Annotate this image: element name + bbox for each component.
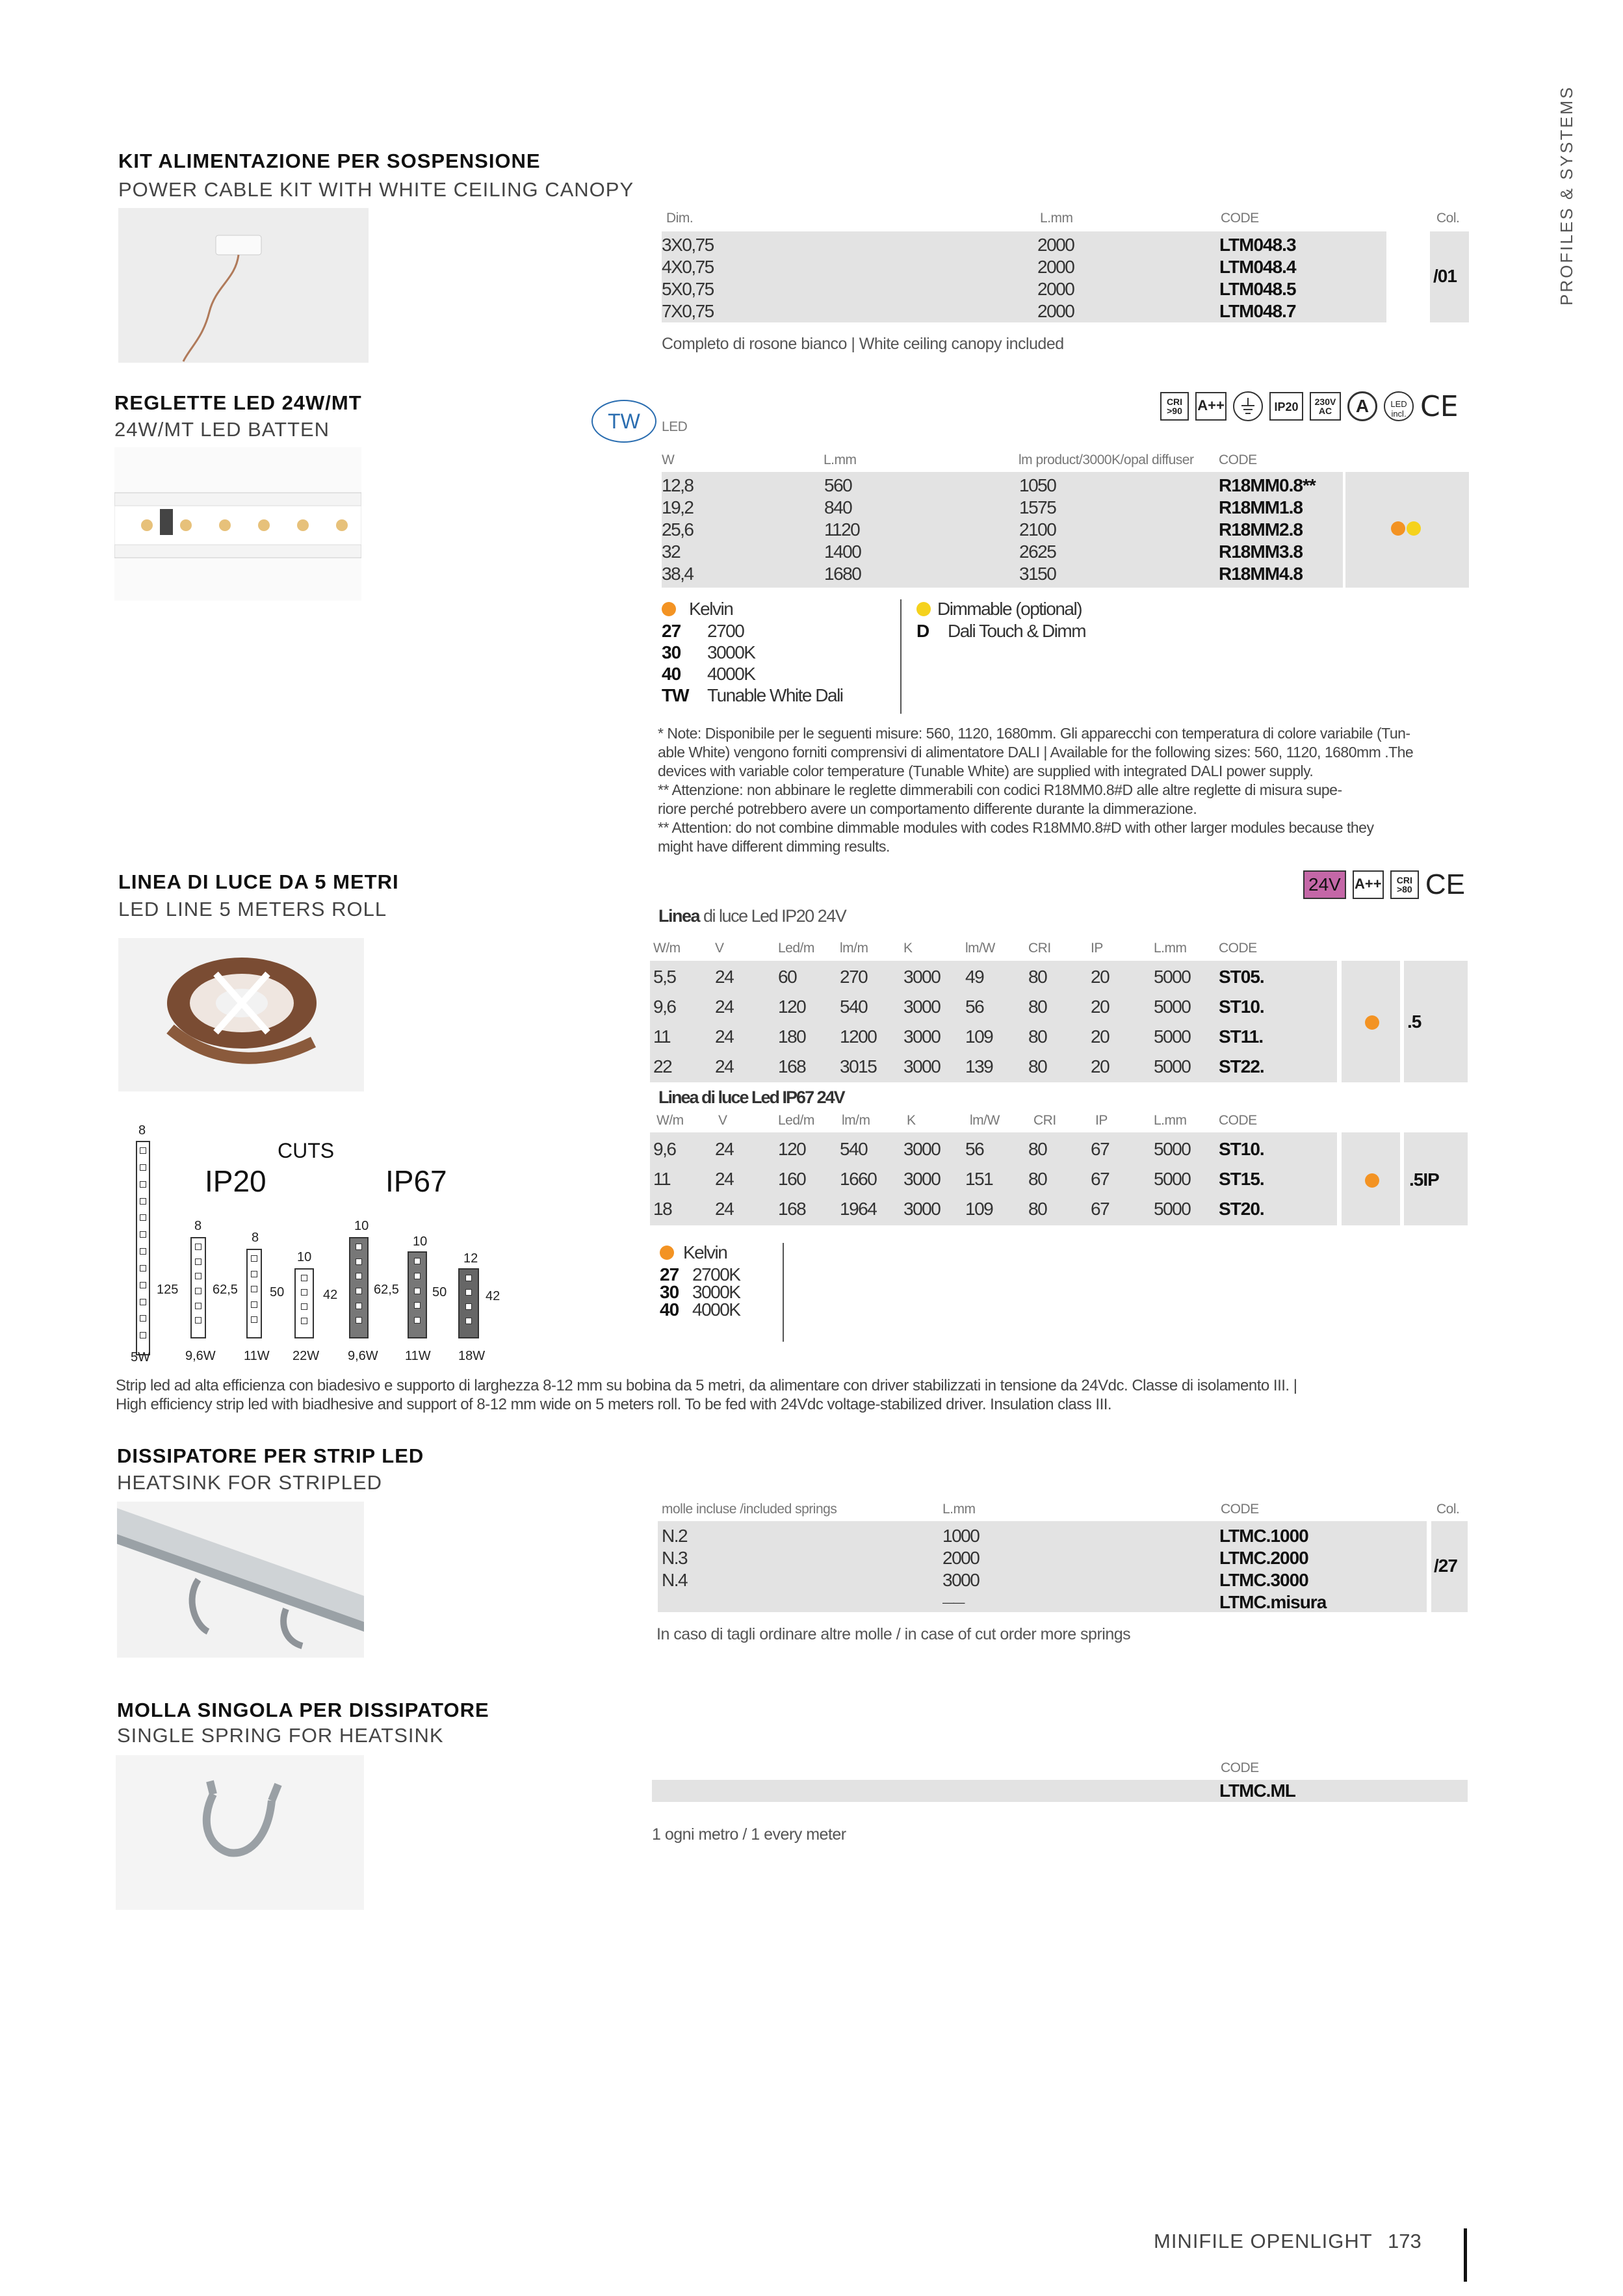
- cut-marker: [414, 1288, 421, 1294]
- cut-strip: [349, 1237, 369, 1338]
- cuts-diagram: CUTS IP20 IP67 8 125 5W 8 62,5 9,6W 8 50 11W 10 42 22W 10 62,5 9,6W 10 50 11W 12 42 18W: [131, 1123, 500, 1364]
- ip67-title: Linea di luce Led IP67 24V: [658, 1088, 844, 1107]
- line-icons: [1303, 868, 1465, 901]
- batten-title-it: REGLETTE LED 24W/MT: [114, 391, 362, 414]
- footer-page: 173: [1388, 2230, 1422, 2252]
- table-row: 5,5 24 60 270 3000 49 80 20 5000 ST05.: [653, 967, 1264, 987]
- cable-kit-image: [118, 208, 369, 363]
- cut-strip: [294, 1268, 314, 1338]
- kit-photo: [118, 208, 369, 363]
- led-batten-image: [114, 447, 361, 601]
- ip67-headers: W/m V Led/m lm/m K lm/W CRI IP L.mm CODE: [656, 1113, 1257, 1128]
- energy-a-icon: A++: [1195, 392, 1227, 421]
- cri80-icon: CRI >80: [1390, 870, 1419, 899]
- cut-strip: [136, 1141, 150, 1355]
- cut-marker: [251, 1271, 257, 1277]
- table-row: 9,6 24 120 540 3000 56 80 20 5000 ST10.: [653, 997, 1264, 1017]
- cut-marker: [195, 1317, 201, 1324]
- cut-marker: [414, 1273, 421, 1279]
- cut-marker: [140, 1332, 146, 1338]
- a-mark-icon: A: [1347, 391, 1377, 421]
- heatsink-hdr-col: Col.: [1436, 1502, 1460, 1517]
- batten-title-en: 24W/MT LED BATTEN: [114, 418, 330, 441]
- cut-strip: [408, 1251, 427, 1338]
- cut-marker: [195, 1273, 201, 1279]
- ce-icon: CE: [1420, 389, 1459, 423]
- kelvin-dot-icon: [662, 602, 676, 616]
- batten-photo: [114, 447, 361, 601]
- cut-marker: [140, 1315, 146, 1322]
- batten-notes: * Note: Disponibile per le seguenti misure: 560, 1120, 1680mm. Gli apparecchi con temperatura di colore variabile (Tun- able White) vengono forniti comprensivi di alimentatore DALI | Available for the following sizes: 560, 1120, 1680mm .The devices with variable color temperature (Tunable White) are supplied with integrated DALI power supply. ** Attenzione: non abbinare le reglette dimmerabili con codici R18MM0.8#D alle altre reglette di misura supe- riore perché potrebbero avere un comportamento differente durante la dimmerazione. ** Attention: do not combine dimmable modules with codes R18MM0.8#D with other larger modules because they might have different dimming results.: [658, 725, 1414, 855]
- ip20-icon: IP20: [1269, 392, 1303, 421]
- kit-hdr-col: Col.: [1436, 211, 1460, 226]
- cut-marker: [140, 1214, 146, 1221]
- cut-marker: [301, 1303, 307, 1310]
- cut-marker: [195, 1259, 201, 1265]
- line-title-it: LINEA DI LUCE DA 5 METRI: [118, 870, 399, 893]
- cut-marker: [356, 1273, 362, 1279]
- cut-marker: [356, 1303, 362, 1309]
- footer-title: MINIFILE OPENLIGHT: [1154, 2230, 1373, 2252]
- kelvin-dot-icon: [1391, 521, 1405, 536]
- cut-marker: [140, 1299, 146, 1305]
- table-row: 11 24 160 1660 3000 151 80 67 5000 ST15.: [653, 1169, 1264, 1189]
- cut-marker: [465, 1318, 472, 1324]
- cut-marker: [414, 1258, 421, 1264]
- cut-marker: [251, 1301, 257, 1308]
- energy-a-icon: A++: [1353, 870, 1384, 899]
- batten-hdr-code: CODE: [1219, 452, 1257, 467]
- led-roll-image: [118, 938, 364, 1091]
- heatsink-hdr-code: CODE: [1221, 1502, 1259, 1517]
- cut-marker: [195, 1303, 201, 1309]
- spring-title-it: MOLLA SINGOLA PER DISSIPATORE: [117, 1699, 489, 1721]
- ip20-rows: [653, 966, 1336, 1086]
- cut-marker: [140, 1248, 146, 1255]
- spring-title-en: SINGLE SPRING FOR HEATSINK: [117, 1724, 444, 1747]
- cuts-ip20: IP20: [205, 1164, 266, 1198]
- table-row: 22 24 168 3015 3000 139 80 20 5000 ST22.: [653, 1056, 1264, 1076]
- cut-marker: [414, 1317, 421, 1324]
- line-photo: [118, 938, 364, 1091]
- cut-marker: [195, 1244, 201, 1250]
- kelvin-dot-icon: [660, 1246, 674, 1260]
- spring-hdr-code: CODE: [1221, 1760, 1259, 1775]
- batten-dimm-legend: Dimmable (optional) D Dali Touch & Dimm: [916, 599, 1086, 641]
- batten-kelvin-legend: Kelvin 27 2700 30 3000K 40 4000K TW Tunable White Dali: [662, 599, 843, 705]
- voltage-24v-icon: 24V: [1303, 870, 1346, 899]
- batten-led-label: LED: [662, 419, 688, 434]
- line-description: Strip led ad alta efficienza con biadesivo e supporto di larghezza 8-12 mm su bobina da 5 metri, da alimentare con driver stabilizzati in tensione da 24Vdc. Classe di isolamento III. | High efficiency strip led with biadhesive and support of 8-12 mm wide on 5 meters roll. To be fed with 24Vdc voltage-stabilized driver. Insulation class III.: [116, 1377, 1297, 1413]
- kit-hdr-dim: Dim.: [666, 211, 694, 226]
- cut-marker: [140, 1265, 146, 1272]
- cut-marker: [140, 1198, 146, 1205]
- cri90-icon: CRI >90: [1160, 392, 1189, 421]
- kit-col-value: /01: [1433, 266, 1457, 286]
- heatsink-note: In caso di tagli ordinare altre molle / in case of cut order more springs: [656, 1625, 1131, 1643]
- heatsink-title-it: DISSIPATORE PER STRIP LED: [117, 1444, 424, 1467]
- cuts-title: CUTS: [278, 1139, 335, 1162]
- cut-marker: [251, 1286, 257, 1292]
- spring-note: 1 ogni metro / 1 every meter: [652, 1825, 846, 1844]
- heatsink-photo: [117, 1502, 364, 1658]
- cut-marker: [195, 1288, 201, 1294]
- line-title-en: LED LINE 5 METERS ROLL: [118, 898, 387, 920]
- cut-strip: [190, 1237, 206, 1338]
- cut-marker: [140, 1181, 146, 1188]
- cut-marker: [356, 1244, 362, 1250]
- ip20-title: Linea di luce Led IP20 24V: [658, 906, 846, 926]
- kelvin-dot-icon: [1365, 1015, 1379, 1030]
- legend-divider: [783, 1243, 784, 1342]
- spring-photo: [116, 1755, 364, 1910]
- kit-hdr-lmm: L.mm: [1040, 211, 1073, 226]
- batten-hdr-w: W: [662, 452, 675, 467]
- cut-marker: [414, 1302, 421, 1309]
- cut-marker: [140, 1164, 146, 1171]
- kit-title-en: POWER CABLE KIT WITH WHITE CEILING CANOPY: [118, 178, 634, 201]
- kit-title-it: KIT ALIMENTAZIONE PER SOSPENSIONE: [118, 150, 541, 172]
- spring-band: [652, 1780, 1468, 1802]
- cut-marker: [301, 1318, 307, 1324]
- spring-image: [116, 1755, 364, 1910]
- ip67-rows: [653, 1138, 1336, 1228]
- heatsink-hdr-springs: molle incluse /included springs: [662, 1502, 837, 1517]
- dimmable-dot-icon: [916, 602, 931, 616]
- heatsink-col-value: /27: [1434, 1556, 1457, 1576]
- ip67-suffix: .5IP: [1409, 1169, 1439, 1190]
- cut-marker: [251, 1255, 257, 1262]
- earth-icon: [1233, 391, 1263, 421]
- batten-icons: [1160, 390, 1459, 423]
- cut-marker: [140, 1282, 146, 1288]
- tw-badge: TW: [591, 400, 656, 443]
- ip20-headers: W/m V Led/m lm/m K lm/W CRI IP L.mm CODE: [653, 941, 1257, 956]
- cut-marker: [251, 1316, 257, 1323]
- line-kelvin-legend: Kelvin 27 2700K 30 3000K 40 4000K: [660, 1242, 740, 1320]
- spring-code: LTMC.ML: [1219, 1781, 1295, 1801]
- voltage-icon: 230V AC: [1310, 392, 1341, 421]
- cut-marker: [356, 1317, 362, 1324]
- table-row: 18 24 168 1964 3000 109 80 67 5000 ST20.: [653, 1199, 1264, 1219]
- batten-dots: [1391, 521, 1421, 536]
- batten-hdr-lm: lm product/3000K/opal diffuser: [1019, 452, 1194, 467]
- cut-marker: [465, 1303, 472, 1310]
- cut-strip: [458, 1268, 479, 1338]
- heatsink-hdr-lmm: L.mm: [942, 1502, 976, 1517]
- cut-marker: [301, 1275, 307, 1281]
- ip20-suffix: .5: [1407, 1011, 1422, 1032]
- footer-bar: [1464, 2228, 1467, 2282]
- side-label: PROFILES & SYSTEMS: [1557, 85, 1576, 306]
- cut-marker: [356, 1288, 362, 1294]
- cut-strip: [246, 1249, 262, 1338]
- cuts-ip67: IP67: [385, 1164, 447, 1198]
- led-included-icon: LED incl.: [1384, 391, 1414, 421]
- cut-marker: [465, 1289, 472, 1296]
- kit-hdr-code: CODE: [1221, 211, 1259, 226]
- cut-marker: [465, 1275, 472, 1281]
- legend-divider: [900, 599, 902, 714]
- cut-marker: [301, 1289, 307, 1296]
- heatsink-title-en: HEATSINK FOR STRIPLED: [117, 1471, 382, 1494]
- batten-hdr-lmm: L.mm: [824, 452, 857, 467]
- kit-note: Completo di rosone bianco | White ceiling canopy included: [662, 335, 1064, 353]
- heatsink-image: [117, 1502, 364, 1658]
- cut-marker: [140, 1147, 146, 1154]
- cut-marker: [140, 1231, 146, 1238]
- kelvin-dot-icon: [1365, 1173, 1379, 1188]
- dimmable-dot-icon: [1407, 521, 1421, 536]
- table-row: 9,6 24 120 540 3000 56 80 67 5000 ST10.: [653, 1139, 1264, 1159]
- ce-icon: CE: [1425, 868, 1465, 900]
- table-row: 11 24 180 1200 3000 109 80 20 5000 ST11.: [653, 1026, 1264, 1047]
- cut-marker: [356, 1259, 362, 1265]
